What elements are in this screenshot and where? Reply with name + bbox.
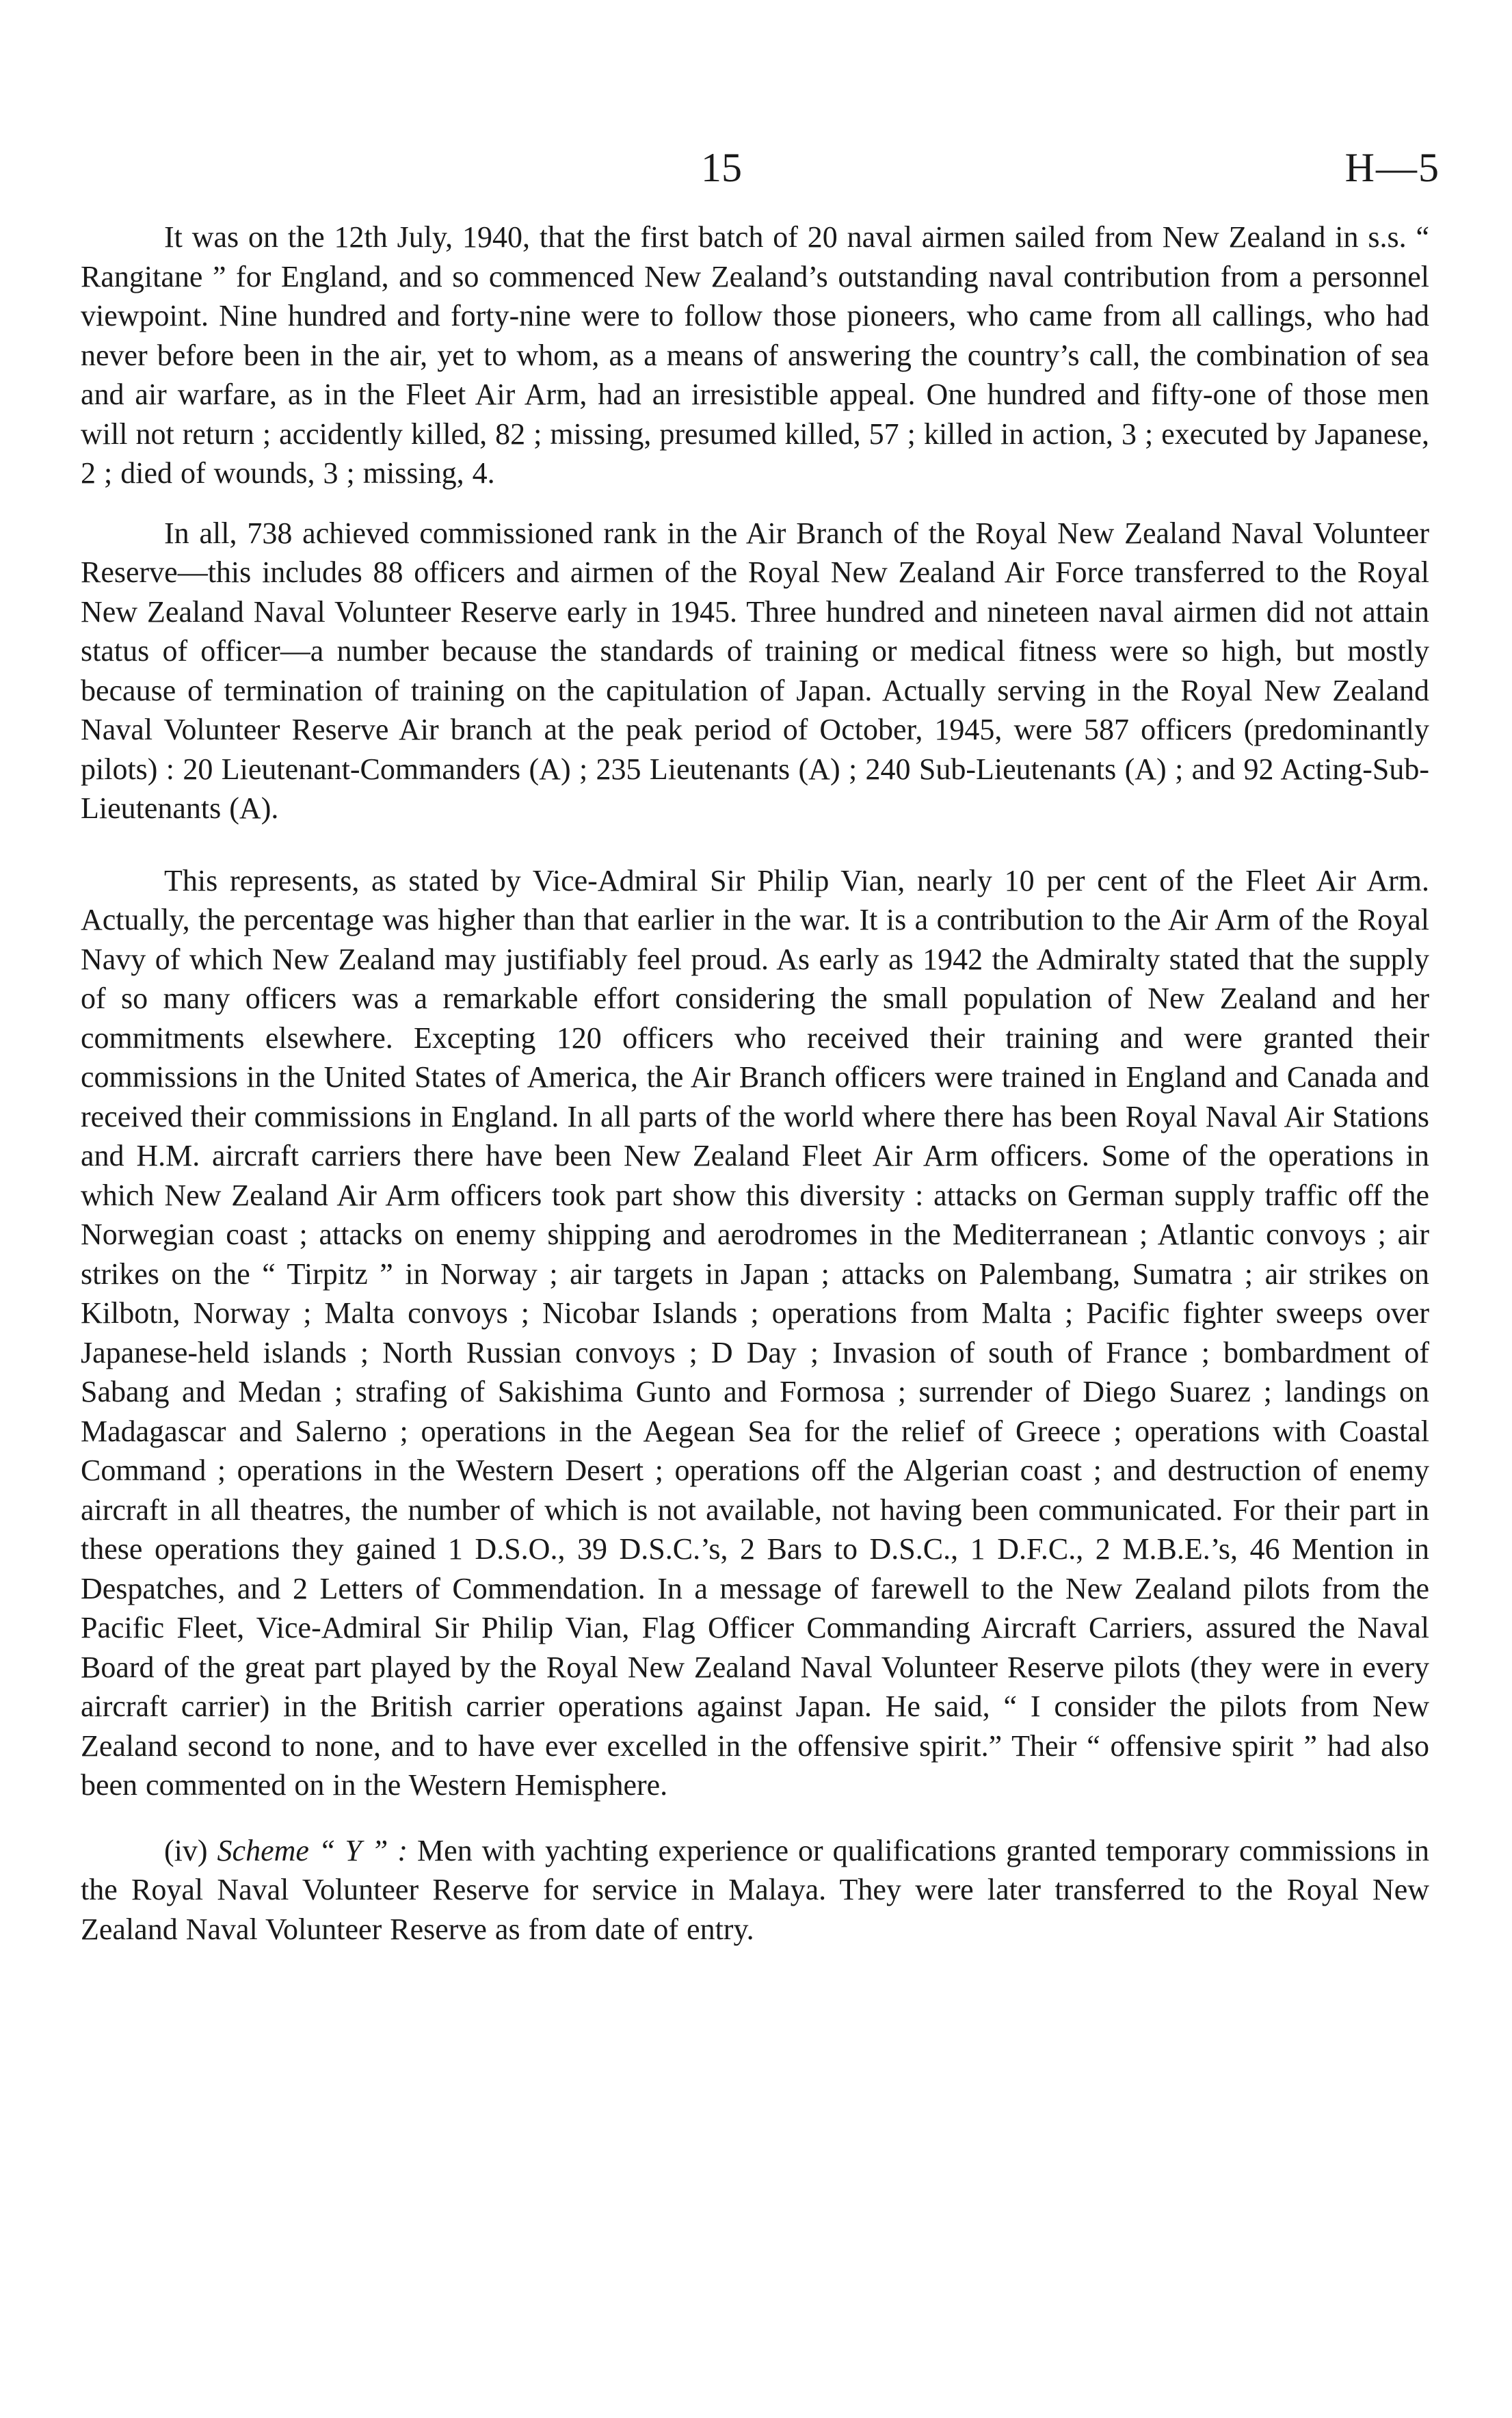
paragraph-fleet-air-arm: This represents, as stated by Vice-Admiral Sir Philip Vian, nearly 10 per cent of the Fleet Air Arm. Actually, the percentage was higher than that earlier in the war. It is a contribution to the Air Arm of the Royal Navy of which New Zealand may justifiably feel proud. As early as 1942 the Admiralty stated that the supply of so many officers was a remarkable effort considering the small population of New Zealand and her commitments elsewhere. Excepting 120 officers who received their training and were granted their commissions in the United States of America, the Air Branch officers were trained in England and Canada and received their commissions in England. In all parts of the world where there has been Royal Naval Air Stations and H.M. aircraft carriers there have been New Zealand Fleet Air Arm officers. Some of the operations in which New Zealand Air Arm officers took part show this diversity : attacks on German supply traffic off the Norwegian coast ; attacks on enemy shipping and aerodromes in the Mediterranean ; Atlantic convoys ; air strikes on the “ Tirpitz ” in Norway ; air targets in Japan ; attacks on Palembang, Sumatra ; air strikes on Kilbotn, Norway ; Malta convoys ; Nicobar Islands ; operations from Malta ; Pacific fighter sweeps over Japanese-held islands ; North Russian convoys ; D Day ; Invasion of south of France ; bombardment of Sabang and Medan ; strafing of Sakishima Gunto and Formosa ; surrender of Diego Suarez ; landings on Madagascar and Salerno ; operations in the Aegean Sea for the relief of Greece ; operations with Coastal Command ; operations in the Western Desert ; operations off the Algerian coast ; and destruction of enemy aircraft in all theatres, the number of which is not available, not having been communicated. For their part in these operations they gained 1 D.S.O., 39 D.S.C.’s, 2 Bars to D.S.C., 1 D.F.C., 2 M.B.E.’s, 46 Mention in Despatches, and 2 Letters of Commendation. In a message of farewell to the New Zealand pilots from the Pacific Fleet, Vice-Admiral Sir Philip Vian, Flag Officer Commanding Aircraft Carriers, assured the Naval Board of the great part played by the Royal New Zealand Naval Volunteer Reserve pilots (they were in every aircraft carrier) in the British carrier operations against Japan. He said, “ I consider the pilots from New Zealand second to none, and to have ever excelled in the offensive spirit.” Their “ offensive spirit ” had also been commented on in the Western Hemisphere. <box>81 863 1429 1802</box>
paragraph-scheme-y <box>81 1831 1429 1949</box>
paragraph-naval-airmen: It was on the 12th July, 1940, that the first batch of 20 naval airmen sailed from New Zealand in s.s. “ Rangitane ” for England, and so commenced New Zealand’s outstanding naval contribution from a personnel viewpoint. Nine hundred and forty-nine were to follow those pioneers, who came from all callings, who had never before been in the air, yet to whom, as a means of answering the country’s call, the combination of sea and air warfare, as in the Fleet Air Arm, had an irresistible appeal. One hundred and fifty-one of those men will not return ; accidently killed, 82 ; missing, presumed killed, 57 ; killed in action, 3 ; executed by Japanese, 2 ; died of wounds, 3 ; missing, 4. <box>81 220 1429 490</box>
scheme-text: Men with yachting experience or qualifications granted temporary commissions in the Royal Naval Volunteer Reserve for service in Malaya. They were later transferred to the Royal New Zealand Naval Volunteer Reserve as from date of entry. <box>81 1833 1429 1946</box>
document-code: H—5 <box>1344 145 1440 190</box>
scheme-prefix: (iv) <box>164 1833 217 1867</box>
paragraph-commissioned-rank: In all, 738 achieved commissioned rank in the Air Branch of the Royal New Zealand Naval Volunteer Reserve—this includes 88 officers and airmen of the Royal New Zealand Air Force transferred to the Royal New Zealand Naval Volunteer Reserve early in 1945. Three hundred and nineteen naval airmen did not attain status of officer—a number because the standards of training or medical fitness were so high, but mostly because of termination of training on the capitulation of Japan. Actually serving in the Royal New Zealand Naval Volunteer Reserve Air branch at the peak period of October, 1945, were 587 officers (predominantly pilots) : 20 Lieutenant-Commanders (A) ; 235 Lieutenants (A) ; 240 Sub-Lieutenants (A) ; and 92 Acting-Sub-Lieutenants (A). <box>81 516 1429 825</box>
page-number: 15 <box>701 145 742 190</box>
body-text <box>81 218 1429 1949</box>
scheme-label: Scheme “ Y ” : <box>217 1833 408 1867</box>
page-header <box>0 140 1512 195</box>
